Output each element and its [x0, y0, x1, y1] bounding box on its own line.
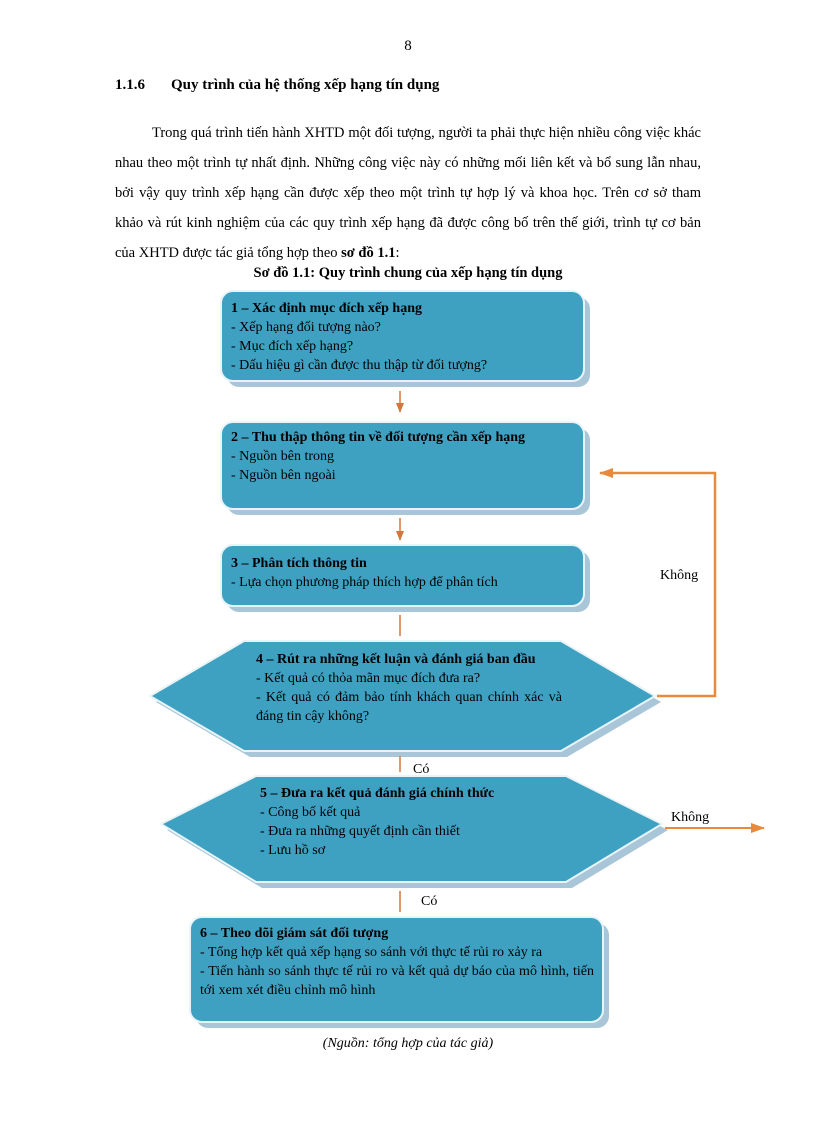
- diagram-title: Sơ đồ 1.1: Quy trình chung của xếp hạng tín dụng: [253, 265, 563, 281]
- step-2-line-2: - Nguồn bên ngoài: [231, 468, 336, 483]
- label-yes-1: Có: [413, 762, 430, 777]
- step-5-line-1: - Công bố kết quả: [260, 805, 361, 820]
- intro-text: Trong quá trình tiến hành XHTD một đối tượng, người ta phải thực hiện nhiều công việc khác nhau theo một trình tự nhất định. Những công việc này có những mối liên kết và bổ sung lẫn nhau, bởi vậy quy trình xếp hạng cần được xếp theo một trình tự hợp lý và khoa học. Trên cơ sở tham khảo và rút kinh nghiệm của các quy trình xếp hạng đã được công bố trên thế giới, trình tự cơ bản của XHTD được tác giả tổng hợp theo: [115, 125, 701, 261]
- label-no-feedback: Không: [660, 568, 699, 583]
- step-4-title: 4 – Rút ra những kết luận và đánh giá ban đầu: [256, 652, 536, 667]
- step-1-line-3: - Dấu hiệu gì cần được thu thập từ đối tượng?: [231, 358, 488, 373]
- step-1-line-2: - Mục đích xếp hạng?: [231, 339, 354, 354]
- step-5-title: 5 – Đưa ra kết quả đánh giá chính thức: [260, 786, 495, 801]
- step-1-title: 1 – Xác định mục đích xếp hạng: [231, 301, 422, 316]
- diagram-reference: sơ đồ 1.1: [341, 245, 396, 261]
- label-yes-2: Có: [421, 894, 438, 909]
- step-6-line-1: - Tổng hợp kết quả xếp hạng so sánh với thực tế rủi ro xảy ra: [200, 945, 543, 960]
- source-caption: (Nguồn: tổng hợp của tác giả): [322, 1036, 494, 1051]
- step-2-line-1: - Nguồn bên trong: [231, 449, 335, 464]
- step-2-title: 2 – Thu thập thông tin về đối tượng cần xếp hạng: [231, 430, 526, 445]
- step-4-line-2: - Kết quả có đảm bảo tính khách quan chính xác và đáng tin cậy không?: [256, 690, 562, 724]
- step-4-line-1: - Kết quả có thỏa mãn mục đích đưa ra?: [256, 671, 481, 686]
- step-1-line-1: - Xếp hạng đối tượng nào?: [231, 320, 381, 335]
- label-no-exit: Không: [671, 810, 710, 825]
- page-number: 8: [404, 38, 412, 54]
- section-number: 1.1.6: [115, 77, 145, 93]
- step-5-line-2: - Đưa ra những quyết định cần thiết: [260, 824, 460, 839]
- step-5-text: [260, 784, 560, 860]
- step-3-text: [231, 554, 576, 592]
- step-3-title: 3 – Phân tích thông tin: [231, 556, 367, 571]
- step-6-line-2: - Tiến hành so sánh thực tế rủi ro và kết quả dự báo của mô hình, tiến tới xem xét điều chỉnh mô hình: [200, 964, 594, 998]
- step-6-title: 6 – Theo dõi giám sát đối tượng: [200, 926, 389, 941]
- step-2-text: [231, 428, 576, 485]
- step-4-text: [256, 650, 562, 726]
- step-6-text: [200, 924, 594, 1000]
- section-title: Quy trình của hệ thống xếp hạng tín dụng: [171, 77, 440, 93]
- intro-end: :: [395, 245, 400, 261]
- step-1-text: [231, 299, 576, 375]
- step-5-line-3: - Lưu hồ sơ: [260, 843, 326, 858]
- feedback-arrow-no: [600, 473, 715, 696]
- step-3-line-1: - Lựa chọn phương pháp thích hợp để phân tích: [231, 575, 498, 590]
